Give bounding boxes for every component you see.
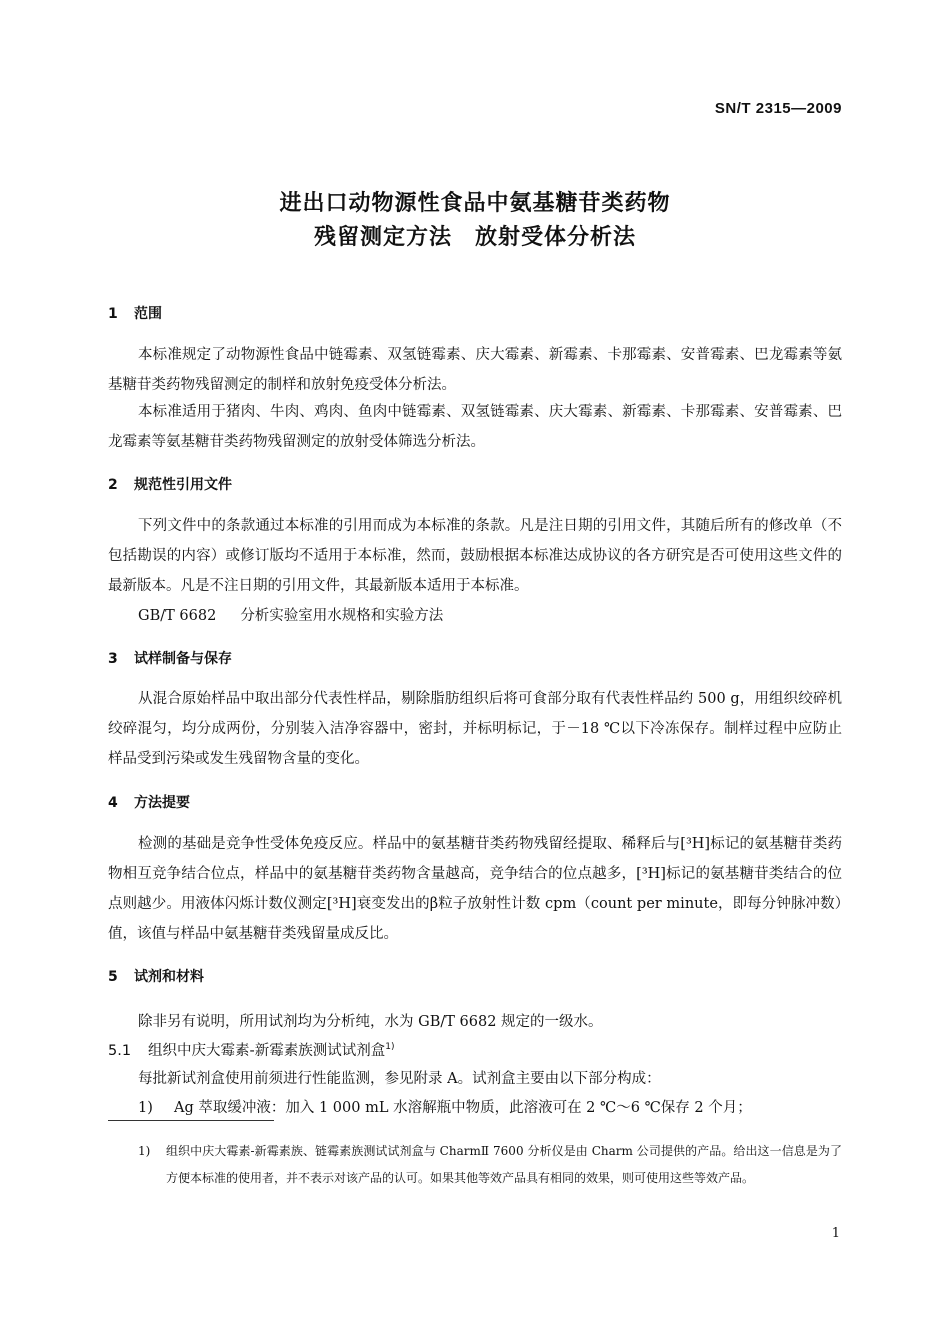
normative-reference	[138, 604, 443, 625]
section-number: 5	[108, 969, 118, 985]
section-title: 范围	[134, 306, 162, 322]
subsection-5-1-heading	[108, 1039, 394, 1060]
document-title-line-1: 进出口动物源性食品中氨基糖苷类药物	[279, 191, 671, 216]
footnote	[108, 1138, 842, 1192]
section-3-paragraph-1: 从混合原始样品中取出部分代表性样品，剔除脂肪组织后将可食部分取有代表性样品约 500 g，用组织绞碎机绞碎混匀，均分成两份，分别装入洁净容器中，密封，并标明标记，于－18 ℃以下冷冻保存。制样过程中应防止样品受到污染或发生残留物含量的变化。	[108, 691, 842, 767]
section-title: 规范性引用文件	[134, 477, 232, 493]
section-5-heading	[108, 966, 204, 986]
reference-title: 分析实验室用水规格和实验方法	[240, 608, 444, 624]
subsection-5-1-paragraph: 每批新试剂盒使用前须进行性能监测，参见附录 A。试剂盒主要由以下部分构成：	[138, 1071, 661, 1087]
section-4-heading	[108, 792, 190, 812]
section-1-heading	[108, 303, 162, 323]
section-1-paragraph-2: 本标准适用于猪肉、牛肉、鸡肉、鱼肉中链霉素、双氢链霉素、庆大霉素、新霉素、卡那霉素、安普霉素、巴龙霉素等氨基糖苷类药物残留测定的放射受体筛选分析法。	[108, 404, 842, 450]
document-title-line-2: 残留测定方法 放射受体分析法	[313, 225, 636, 250]
section-title: 方法提要	[134, 795, 190, 811]
list-item-number: 1)	[138, 1100, 153, 1116]
section-5-paragraph-1: 除非另有说明，所用试剂均为分析纯，水为 GB/T 6682 规定的一级水。	[138, 1014, 603, 1030]
section-4-paragraph-1: 检测的基础是竞争性受体免疫反应。样品中的氨基糖苷类药物残留经提取、稀释后与[³H]标记的氨基糖苷类药物相互竞争结合位点，样品中的氨基糖苷类药物含量越高，竞争结合的位点越多，[³H]标记的氨基糖苷类结合的位点则越少。用液体闪烁计数仪测定[³H]衰变发出的β粒子放射性计数 cpm（count per minute，即每分钟脉冲数）值，该值与样品中氨基糖苷类残留量成反比。	[108, 836, 842, 942]
section-number: 4	[108, 795, 118, 811]
section-2-heading	[108, 474, 232, 494]
footnote-mark: 1)	[138, 1144, 151, 1158]
subsection-number: 5.1	[108, 1043, 132, 1059]
reference-code: GB/T 6682	[138, 608, 217, 624]
footnote-text: 组织中庆大霉素-新霉素族、链霉素族测试试剂盒与 CharmⅡ 7600 分析仪是由 Charm 公司提供的产品。给出这一信息是为了方便本标准的使用者，并不表示对该产品的认可。如果其他等效产品具有相同的效果，则可使用这些等效产品。	[166, 1144, 842, 1185]
list-item	[138, 1096, 752, 1117]
list-item-text: Ag 萃取缓冲液：加入 1 000 mL 水溶解瓶中物质，此溶液可在 2 ℃～6 ℃保存 2 个月；	[174, 1100, 752, 1116]
section-3-heading	[108, 648, 232, 668]
section-number: 2	[108, 477, 118, 493]
footnote-reference[interactable]: 1)	[385, 1042, 395, 1053]
section-1-paragraph-1: 本标准规定了动物源性食品中链霉素、双氢链霉素、庆大霉素、新霉素、卡那霉素、安普霉素、巴龙霉素等氨基糖苷类药物残留测定的制样和放射免疫受体分析法。	[108, 347, 842, 393]
section-title: 试剂和材料	[134, 969, 204, 985]
subsection-title: 组织中庆大霉素-新霉素族测试试剂盒	[148, 1043, 386, 1059]
section-number: 3	[108, 651, 118, 667]
section-title: 试样制备与保存	[134, 651, 232, 667]
section-2-paragraph-1: 下列文件中的条款通过本标准的引用而成为本标准的条款。凡是注日期的引用文件，其随后所有的修改单（不包括勘误的内容）或修订版均不适用于本标准，然而，鼓励根据本标准达成协议的各方研究是否可使用这些文件的最新版本。凡是不注日期的引用文件，其最新版本适用于本标准。	[108, 518, 842, 594]
footnote-divider	[108, 1120, 274, 1121]
section-number: 1	[108, 306, 118, 322]
standard-code: SN/T 2315—2009	[714, 100, 842, 117]
page-number: 1	[831, 1226, 840, 1241]
